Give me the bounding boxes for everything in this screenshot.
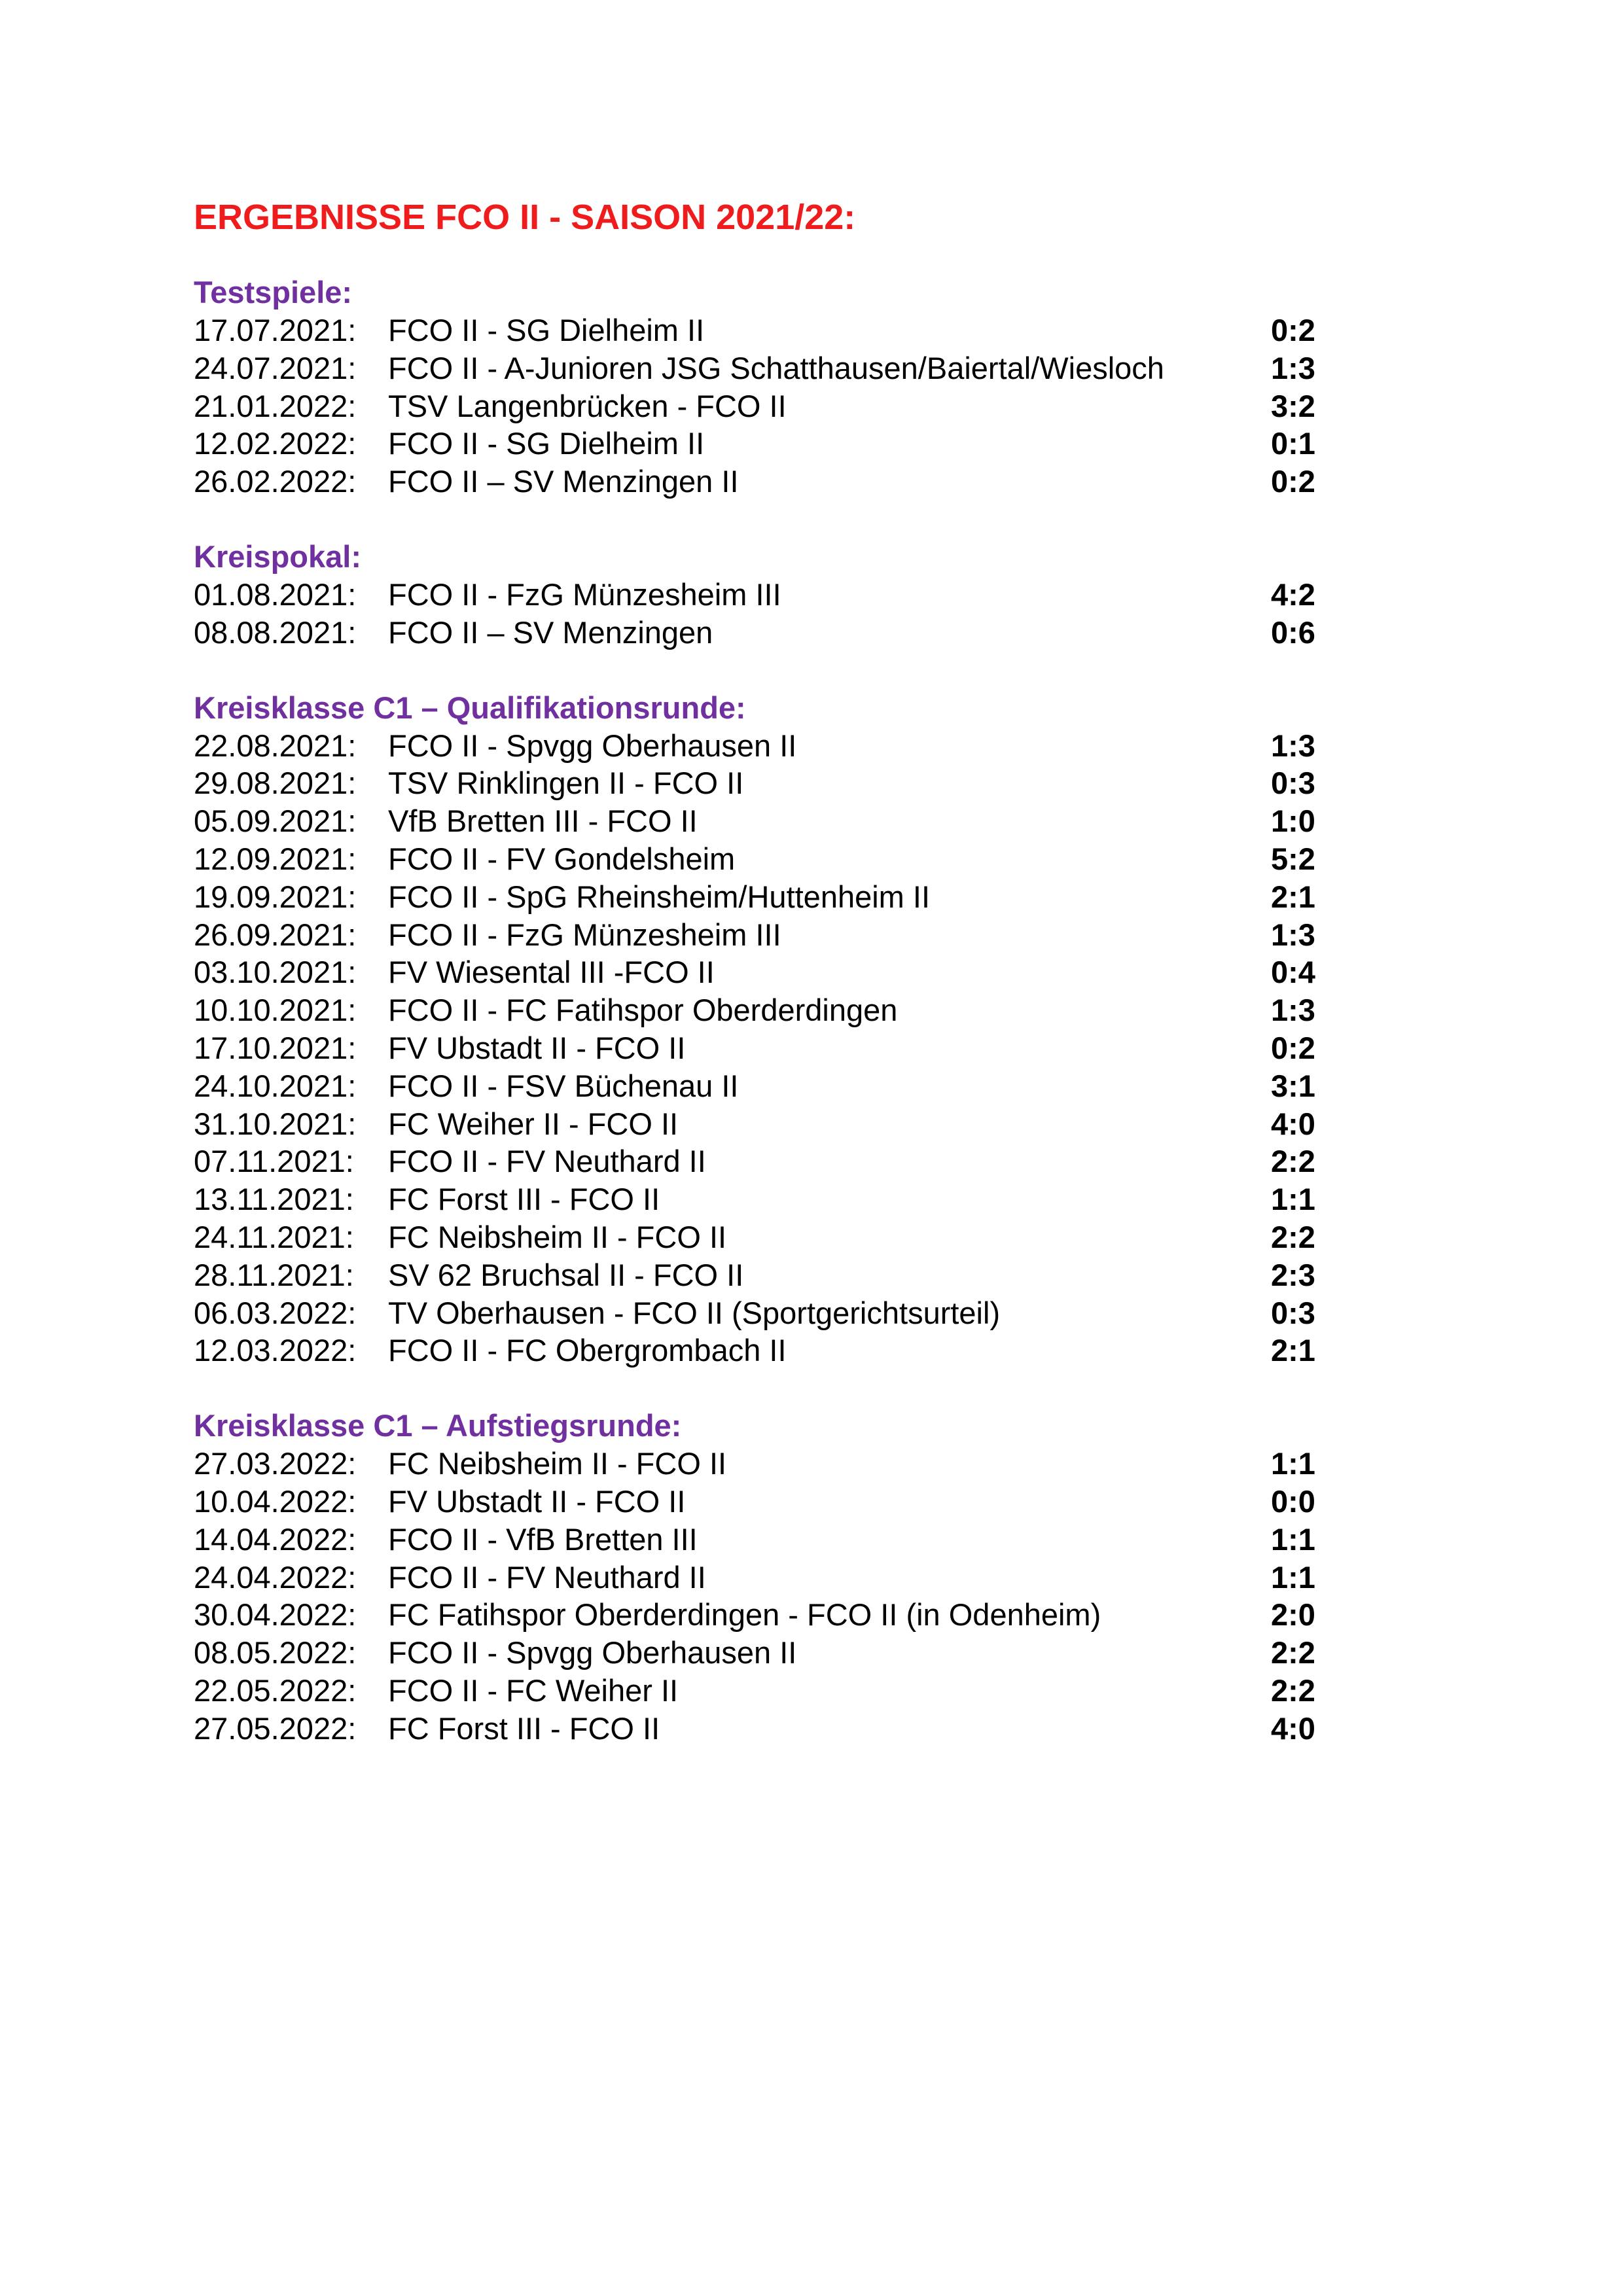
match-score: 3:1 (1271, 1068, 1315, 1103)
match-date: 31.10.2021: (194, 1106, 357, 1141)
match-date: 03.10.2021: (194, 955, 357, 990)
match-date: 24.04.2022: (194, 1559, 357, 1595)
match-teams: FC Neibsheim II - FCO II (388, 1446, 727, 1481)
match-row (194, 727, 1326, 765)
match-score: 2:2 (1271, 1635, 1315, 1670)
document-page (194, 194, 1326, 1785)
match-date: 10.04.2022: (194, 1483, 357, 1519)
match-row (194, 953, 1326, 991)
match-date: 12.02.2022: (194, 426, 357, 461)
match-date: 22.05.2022: (194, 1672, 357, 1708)
match-score: 1:0 (1271, 804, 1315, 839)
match-teams: FC Fatihspor Oberderdingen - FCO II (in Odenheim) (388, 1597, 1101, 1633)
match-score: 0:1 (1271, 426, 1315, 461)
match-score: 4:0 (1271, 1106, 1315, 1141)
results-section (194, 1407, 1326, 1747)
match-row (194, 311, 1326, 349)
match-row (194, 1445, 1326, 1483)
match-teams: FCO II - Spvgg Oberhausen II (388, 1635, 797, 1670)
match-row (194, 1672, 1326, 1710)
match-teams: FCO II - FSV Büchenau II (388, 1068, 739, 1103)
match-teams: FC Forst III - FCO II (388, 1182, 660, 1217)
match-teams: FC Weiher II - FCO II (388, 1106, 679, 1141)
match-score: 4:2 (1271, 576, 1315, 612)
page-title: ERGEBNISSE FCO II - SAISON 2021/22: (194, 198, 856, 237)
match-date: 13.11.2021: (194, 1182, 354, 1217)
match-date: 07.11.2021: (194, 1144, 354, 1179)
match-date: 08.05.2022: (194, 1635, 357, 1670)
match-score: 0:3 (1271, 1295, 1315, 1330)
match-date: 24.10.2021: (194, 1068, 357, 1103)
match-row (194, 802, 1326, 840)
match-score: 4:0 (1271, 1710, 1315, 1746)
match-score: 2:2 (1271, 1219, 1315, 1254)
match-row (194, 916, 1326, 954)
match-date: 28.11.2021: (194, 1257, 354, 1292)
match-row (194, 1029, 1326, 1067)
match-row (194, 387, 1326, 425)
match-score: 0:0 (1271, 1483, 1315, 1519)
match-score: 1:3 (1271, 728, 1315, 763)
match-row (194, 349, 1326, 387)
match-score: 2:0 (1271, 1597, 1315, 1633)
match-score: 2:3 (1271, 1257, 1315, 1292)
match-score: 1:1 (1271, 1559, 1315, 1595)
match-row (194, 425, 1326, 463)
match-row (194, 1256, 1326, 1294)
section-title: Testspiele: (194, 275, 353, 309)
match-date: 12.09.2021: (194, 841, 357, 876)
match-date: 27.03.2022: (194, 1446, 357, 1481)
match-score: 1:1 (1271, 1446, 1315, 1481)
match-score: 0:2 (1271, 313, 1315, 347)
match-date: 22.08.2021: (194, 728, 357, 763)
match-row (194, 1105, 1326, 1143)
match-score: 0:2 (1271, 1030, 1315, 1065)
match-teams: SV 62 Bruchsal II - FCO II (388, 1257, 744, 1292)
match-teams: FCO II - A-Junioren JSG Schatthausen/Baiertal/Wiesloch (388, 350, 1164, 385)
match-teams: TSV Langenbrücken - FCO II (388, 388, 787, 423)
match-date: 12.03.2022: (194, 1333, 357, 1368)
match-row (194, 991, 1326, 1029)
match-row (194, 576, 1326, 614)
match-score: 2:1 (1271, 879, 1315, 914)
section-title: Kreisklasse C1 – Aufstiegsrunde: (194, 1408, 682, 1443)
match-teams: FCO II – SV Menzingen (388, 614, 713, 650)
match-date: 01.08.2021: (194, 576, 357, 612)
match-score: 2:2 (1271, 1672, 1315, 1708)
match-score: 0:2 (1271, 464, 1315, 499)
match-score: 1:3 (1271, 350, 1315, 385)
match-teams: FC Neibsheim II - FCO II (388, 1219, 727, 1254)
match-row (194, 1332, 1326, 1369)
match-row (194, 878, 1326, 916)
match-row (194, 1294, 1326, 1332)
match-teams: VfB Bretten III - FCO II (388, 804, 698, 839)
match-row (194, 1559, 1326, 1597)
match-teams: TV Oberhausen - FCO II (Sportgerichtsurteil) (388, 1295, 1001, 1330)
match-row (194, 1483, 1326, 1521)
match-row (194, 1521, 1326, 1559)
match-date: 24.11.2021: (194, 1219, 354, 1254)
results-sections (194, 274, 1326, 1748)
match-row (194, 1180, 1326, 1218)
match-teams: FCO II - FC Weiher II (388, 1672, 679, 1708)
match-date: 08.08.2021: (194, 614, 357, 650)
match-teams: FCO II - FzG Münzesheim III (388, 917, 781, 952)
match-teams: FCO II – SV Menzingen II (388, 464, 739, 499)
match-date: 21.01.2022: (194, 388, 357, 423)
match-row (194, 764, 1326, 802)
match-teams: FCO II - FV Neuthard II (388, 1144, 706, 1179)
match-teams: FCO II - FC Fatihspor Oberderdingen (388, 993, 898, 1028)
match-date: 26.09.2021: (194, 917, 357, 952)
match-date: 17.10.2021: (194, 1030, 357, 1065)
match-date: 24.07.2021: (194, 350, 357, 385)
section-title: Kreispokal: (194, 539, 361, 574)
match-score: 0:4 (1271, 955, 1315, 990)
match-row (194, 1710, 1326, 1748)
match-date: 10.10.2021: (194, 993, 357, 1028)
match-teams: FCO II - VfB Bretten III (388, 1521, 698, 1557)
match-score: 1:1 (1271, 1182, 1315, 1217)
match-date: 05.09.2021: (194, 804, 357, 839)
results-section (194, 689, 1326, 1370)
match-row (194, 463, 1326, 501)
match-score: 1:3 (1271, 917, 1315, 952)
match-row (194, 614, 1326, 652)
match-teams: FCO II - FzG Münzesheim III (388, 576, 781, 612)
match-date: 14.04.2022: (194, 1521, 357, 1557)
match-score: 1:3 (1271, 993, 1315, 1028)
match-date: 26.02.2022: (194, 464, 357, 499)
match-date: 17.07.2021: (194, 313, 357, 347)
results-section (194, 274, 1326, 501)
match-date: 27.05.2022: (194, 1710, 357, 1746)
match-score: 0:6 (1271, 614, 1315, 650)
match-teams: FC Forst III - FCO II (388, 1710, 660, 1746)
match-date: 30.04.2022: (194, 1597, 357, 1633)
match-row (194, 1142, 1326, 1180)
match-teams: FCO II - SG Dielheim II (388, 313, 705, 347)
match-date: 06.03.2022: (194, 1295, 357, 1330)
match-teams: TSV Rinklingen II - FCO II (388, 766, 744, 801)
match-teams: FV Wiesental III -FCO II (388, 955, 715, 990)
match-score: 0:3 (1271, 766, 1315, 801)
match-teams: FV Ubstadt II - FCO II (388, 1483, 686, 1519)
match-row (194, 1067, 1326, 1105)
results-section (194, 538, 1326, 652)
match-score: 3:2 (1271, 388, 1315, 423)
match-score: 1:1 (1271, 1521, 1315, 1557)
match-teams: FCO II - FC Obergrombach II (388, 1333, 787, 1368)
match-teams: FV Ubstadt II - FCO II (388, 1030, 686, 1065)
match-score: 5:2 (1271, 841, 1315, 876)
match-row (194, 1634, 1326, 1672)
match-score: 2:2 (1271, 1144, 1315, 1179)
match-teams: FCO II - Spvgg Oberhausen II (388, 728, 797, 763)
match-teams: FCO II - SG Dielheim II (388, 426, 705, 461)
match-date: 19.09.2021: (194, 879, 357, 914)
match-row (194, 1218, 1326, 1256)
match-row (194, 1596, 1326, 1634)
match-teams: FCO II - FV Neuthard II (388, 1559, 706, 1595)
match-teams: FCO II - SpG Rheinsheim/Huttenheim II (388, 879, 931, 914)
match-teams: FCO II - FV Gondelsheim (388, 841, 736, 876)
section-title: Kreisklasse C1 – Qualifikationsrunde: (194, 690, 746, 725)
match-score: 2:1 (1271, 1333, 1315, 1368)
match-row (194, 840, 1326, 878)
match-date: 29.08.2021: (194, 766, 357, 801)
